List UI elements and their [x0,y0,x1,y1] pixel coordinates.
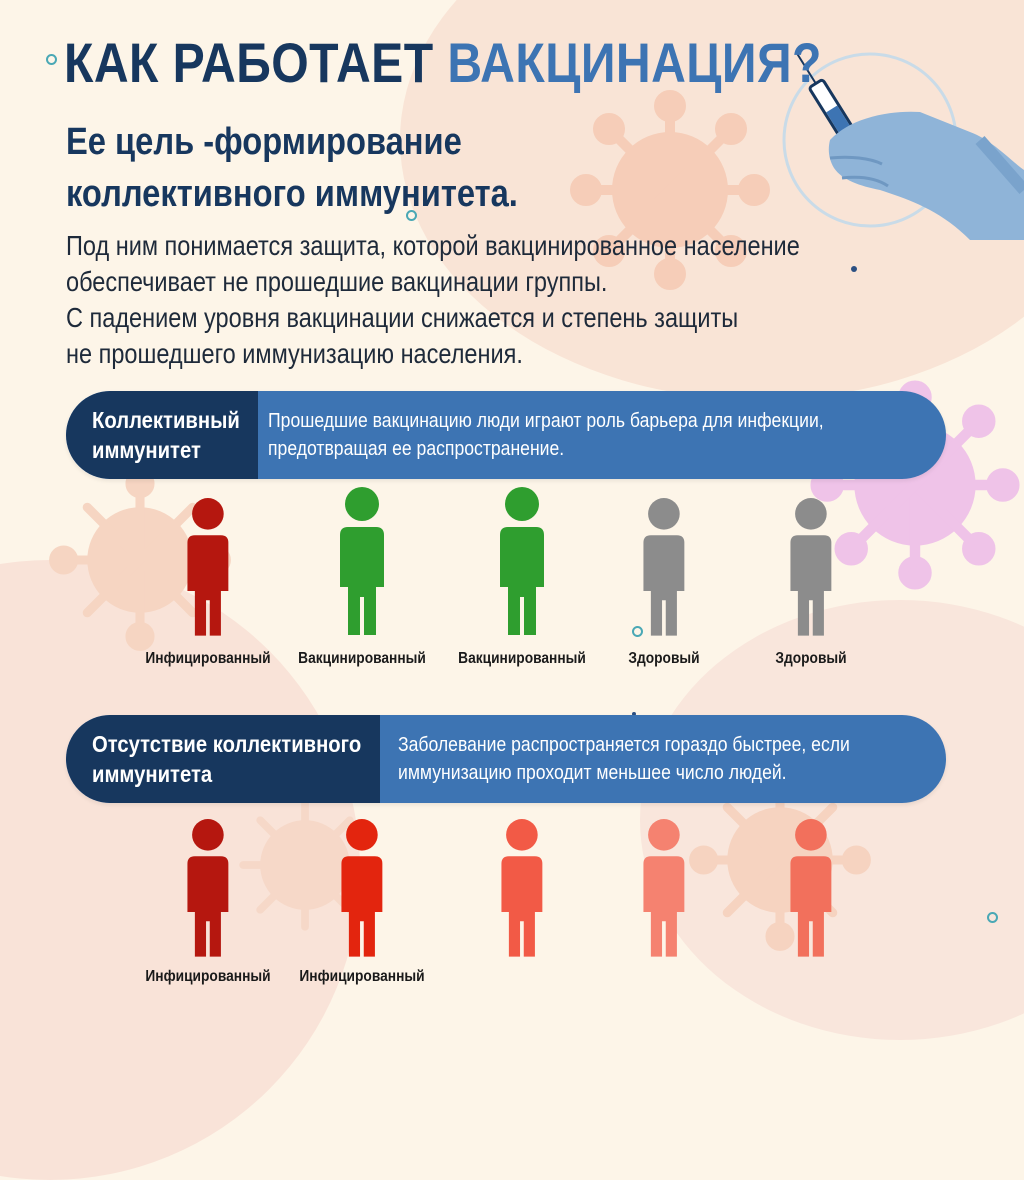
decor-dot [46,54,57,65]
person-label: Инфицированный [299,968,425,985]
person-figure-icon [783,819,839,964]
person-label: Инфицированный [145,968,271,985]
person-figure-icon [492,487,552,642]
person-label: Здоровый [628,650,700,667]
person-figure-icon [783,498,839,643]
person-label: Вакцинированный [458,650,586,667]
person-label: Здоровый [775,650,847,667]
decor-dot [851,266,857,272]
page-title: КАК РАБОТАЕТ ВАКЦИНАЦИЯ? [64,31,822,94]
description-text: Под ним понимается защита, которой вакцинированное население обеспечивает не прошедшие вакцинации группы. С падением уровня вакцинации снижается и степень защиты не прошедшего иммунизацию населения. [66,230,800,369]
person-figure-icon [334,819,390,964]
banner-label: Отсутствие коллективного иммунитета [66,715,380,803]
person-figure-icon [332,487,392,642]
person-label: Вакцинированный [298,650,426,667]
person-figure-icon [494,819,550,964]
page-subtitle: Ее цель -формирование коллективного иммунитета. [66,121,518,215]
banner-text: Прошедшие вакцинацию люди играют роль барьера для инфекции, предотвращая ее распространение. [268,410,824,460]
person-figure-icon [180,498,236,643]
no-immunity-banner [66,715,946,803]
person-figure-icon [180,819,236,964]
banner-label: Коллективный иммунитет [66,391,258,479]
person-label: Инфицированный [145,650,271,667]
person-figure-icon [636,819,692,964]
person-figure-icon [636,498,692,643]
decor-dot [987,912,998,923]
collective-immunity-banner [66,391,946,479]
banner-text: Заболевание распространяется гораздо быстрее, если иммунизацию проходит меньшее число людей. [398,734,850,784]
